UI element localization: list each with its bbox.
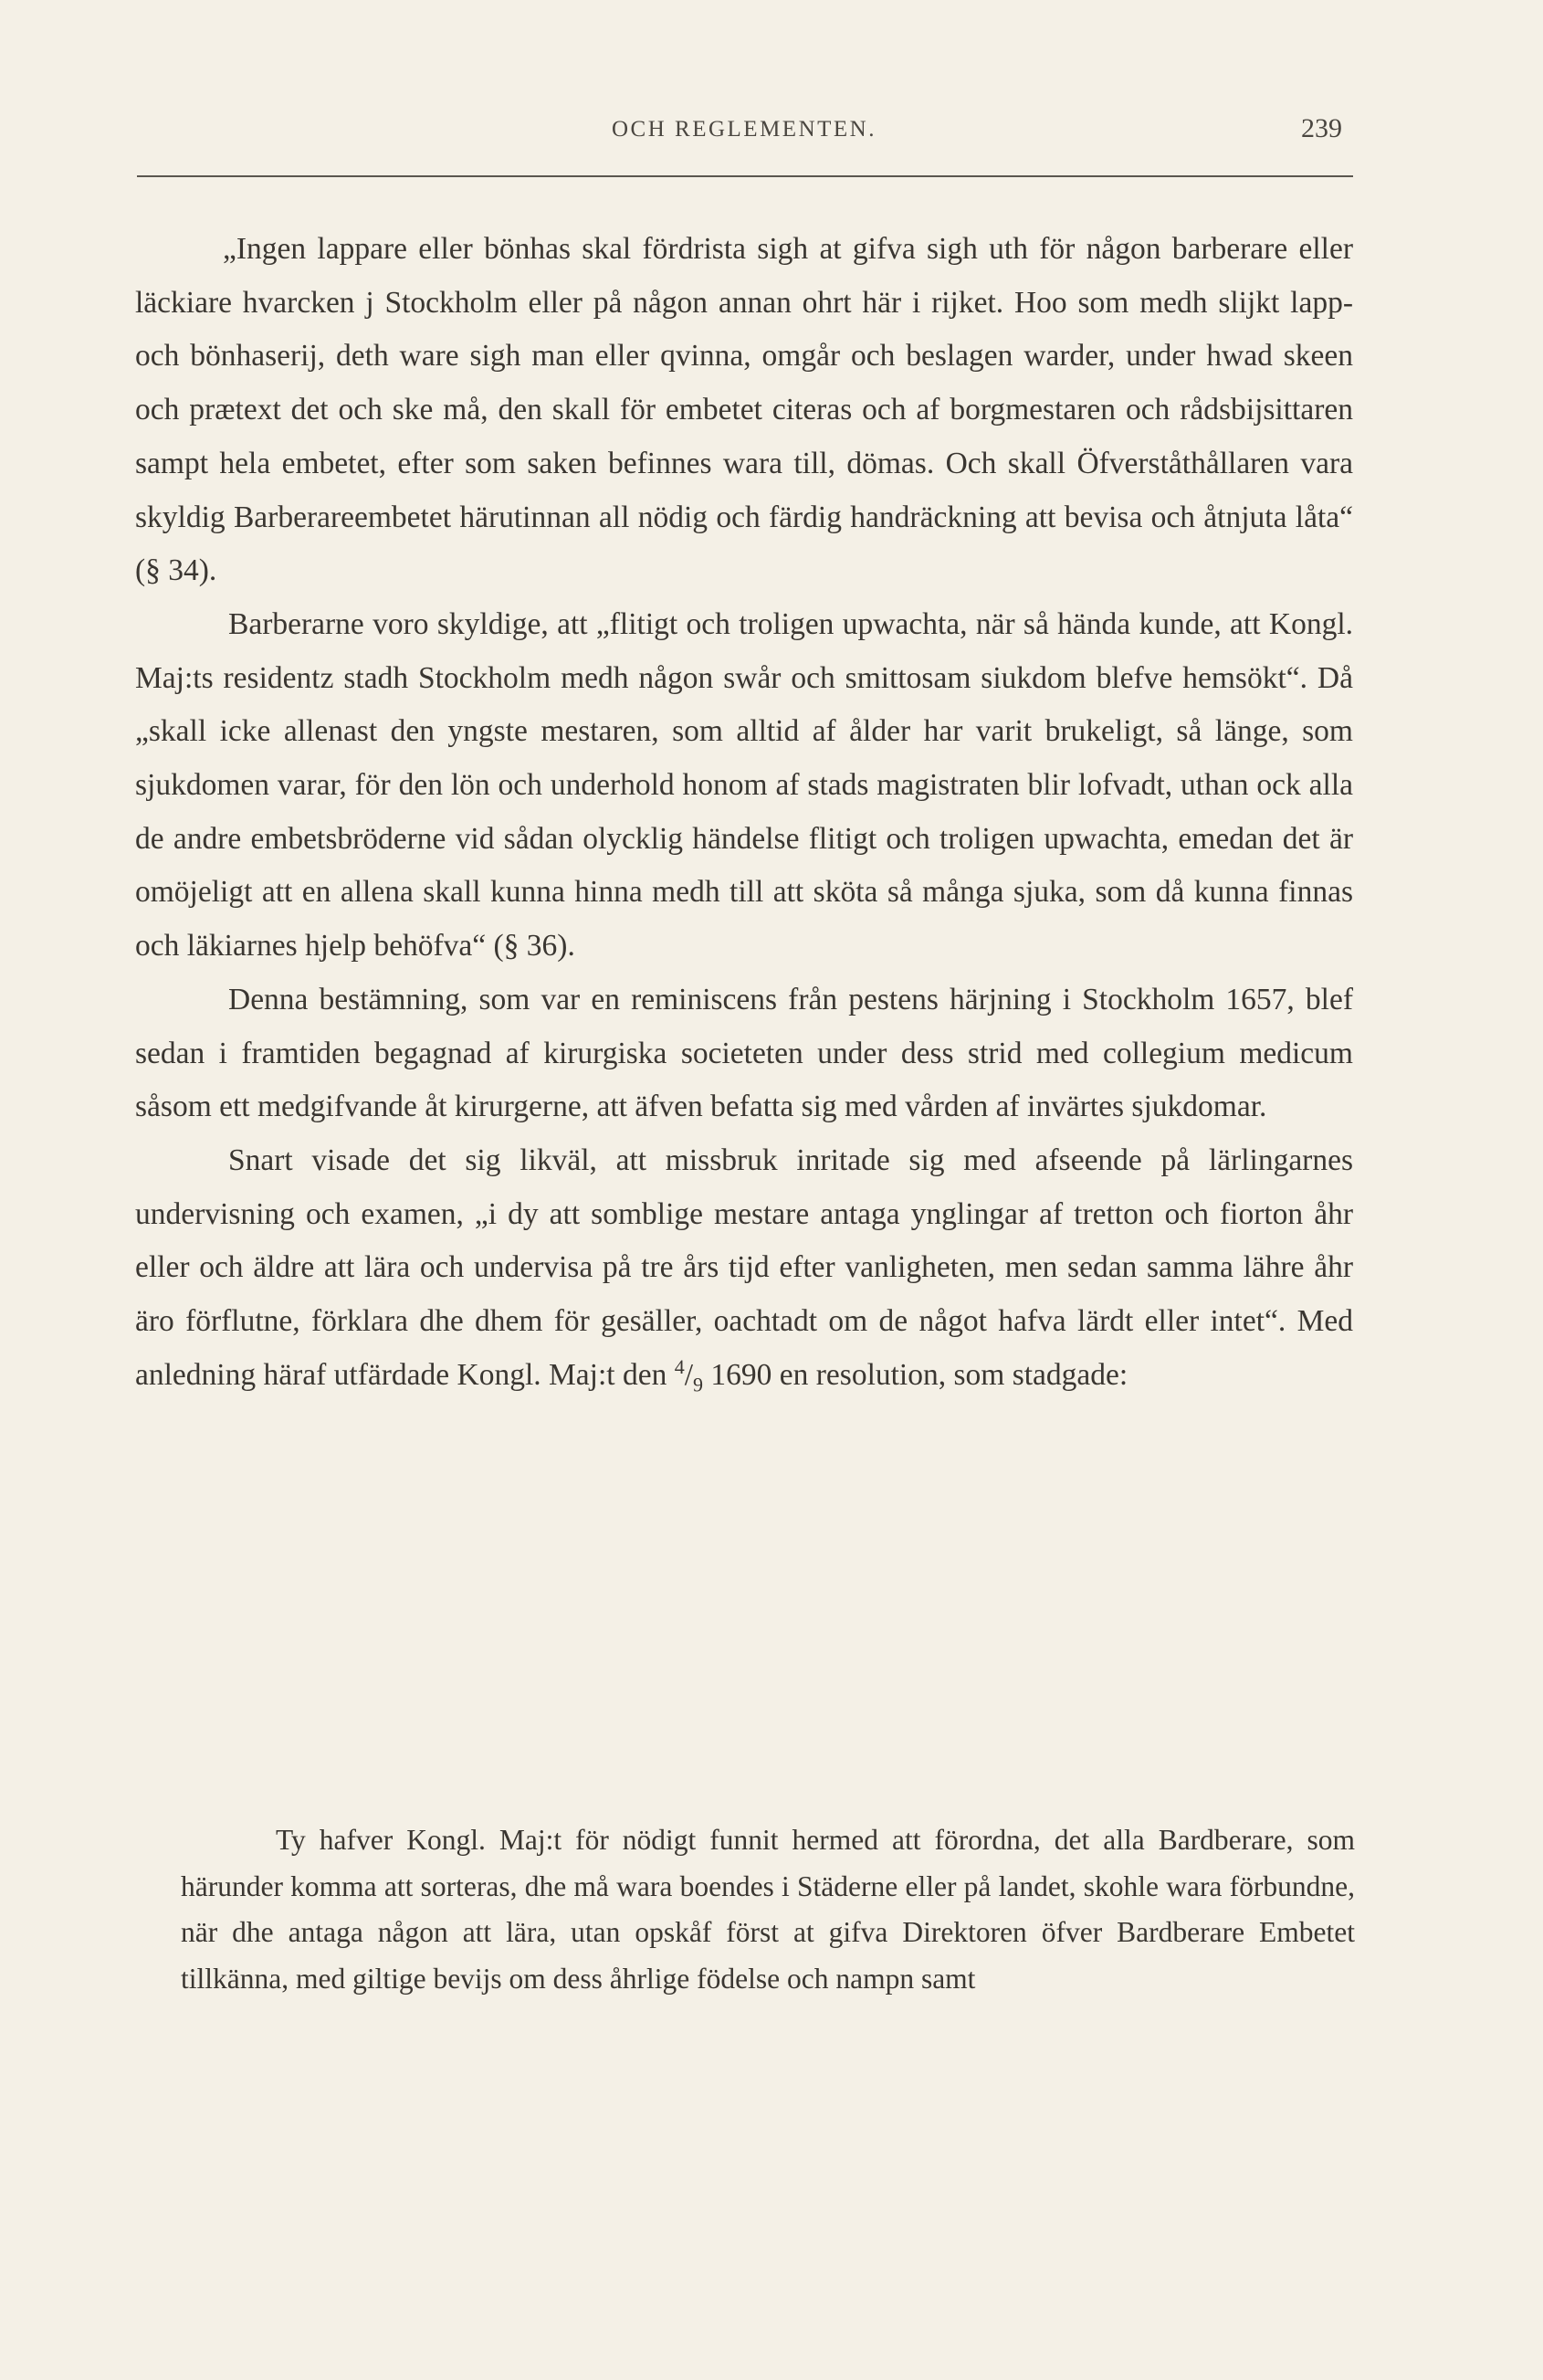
paragraph: Barberarne voro skyldige, att „flitigt och troligen upwachta, när så hända kunde, att Kongl. Maj:ts residentz stadh Stockholm medh någon swår och smittosam siukdom blefve hemsökt“. Då „skall icke allenast den yngste mestaren, som alltid af ålder har varit brukeligt, så länge, som sjukdomen varar, för den lön och underhold honom af stads magistraten blir lofvadt, uthan ock alla de andre embetsbröderne vid sådan olycklig händelse flitigt och troligen upwachta, emedan det är omöjeligt att en allena skall kunna hinna medh till att sköta så många sjuka, som då kunna finnas och läkiarnes hjelp behöfva“ (§ 36). [135,606,1353,964]
body-text [135,223,1353,1402]
date-numerator: 4 [674,1354,685,1378]
running-title: OCH REGLEMENTEN. [612,117,876,142]
header-rule [137,175,1353,177]
page-number: 239 [1301,113,1342,143]
paragraph-text: Snart visade det sig likväl, att missbruk inritade sig med afseende på lärlingarnes undervisning och examen, „i dy att somblige mestare antaga ynglingar af tretton och fiorton åhr eller och äldre att lära och undervisa på tre års tijd efter vanligheten, men sedan samma lähre åhr äro förflutne, förklara dhe dhem för gesäller, oachtadt om de något hafva lärdt eller intet“. Med anledning häraf utfärdade Kongl. Maj:t den [135,1143,1353,1392]
paragraph: „Ingen lappare eller bönhas skal fördrista sigh at gifva sigh uth för någon barberare eller läckiare hvarcken j Stockholm eller på någon annan ohrt här i rijket. Hoo som medh slijkt lapp- och bönhaserij, deth ware sigh man eller qvinna, omgår och beslagen warder, under hwad skeen och prætext det och ske må, den skall för embetet citeras och af borgmestaren och rådsbijsittaren sampt hela embetet, efter som saken befinnes wara till, dömas. Och skall Öfverståthållaren vara skyldig Barberareembetet härutinnan all nödig och färdig handräckning att bevisa och åtnjuta låta“ (§ 34). [135,232,1353,588]
paragraph-tail: 1690 en resolution, som stadgade: [710,1357,1128,1392]
page-header [137,113,1351,153]
paragraph: Snart visade det sig likväl, att missbruk inritade sig med afseende på lärlingarnes undervisning och examen, „i dy att somblige mestare antaga ynglingar af tretton och fiorton åhr eller och äldre att lära och undervisa på tre års tijd efter vanligheten, men sedan samma lähre åhr äro förflutne, förklara dhe dhem för gesäller, oachtadt om de något hafva lärdt eller intet“. Med anledning häraf utfärdade Kongl. Maj:t den $^4/_9$ 1690 en resolution, som stadgade: [135,1143,1353,1396]
paragraph: Denna bestämning, som var en reminiscens från pestens härjning i Stockholm 1657, blef sedan i framtiden begagnad af kirurgiska societeten under dess strid med collegium medicum såsom ett medgifvande åt kirurgerne, att äfven befatta sig med vården af invärtes sjukdomar. [135,982,1353,1124]
date-denominator: 9 [693,1373,704,1396]
block-quote [181,1817,1355,2002]
quote-text: Ty hafver Kongl. Maj:t för nödigt funnit hermed att förordna, det alla Bardberare, som härunder komma att sorteras, dhe må wara boendes i Städerne eller på landet, skohle wara förbundne, när dhe antaga någon att lära, utan opskåf först at gifva Direktoren öfver Bardberare Embetet tillkänna, med giltige bevijs om dess åhrlige födelse och nampn samt [181,1824,1355,1995]
